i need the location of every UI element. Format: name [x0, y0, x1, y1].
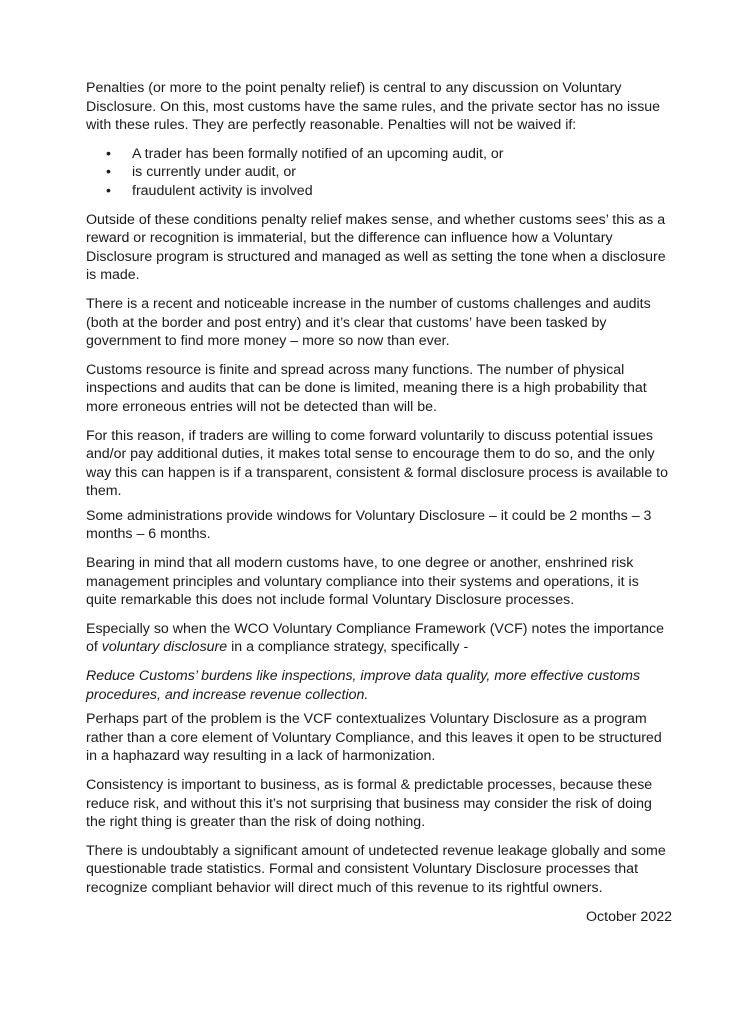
paragraph-wco-vcf-text-end: in a compliance strategy, specifically - — [227, 639, 469, 656]
list-item-text: is currently under audit, or — [132, 164, 297, 181]
list-item-text: fraudulent activity is involved — [132, 182, 313, 199]
bullet-icon: • — [106, 164, 111, 181]
list-item-text: A trader has been formally notified of an upcoming audit, or — [132, 145, 504, 162]
paragraph-customs-resource: Customs resource is finite and spread across many functions. The number of physical inspections and audits that can be done is limited, meaning there is a high probability that more erroneous entries will not be detected than will be. — [86, 361, 647, 415]
paragraph-penalties: Penalties (or more to the point penalty relief) is central to any discussion on Voluntary Disclosure. On this, most customs have the same rules, and the private sector has no issue with these rules. They are perfectly reasonable. Penalties will not be waived if: — [86, 80, 661, 134]
paragraph-revenue-leakage: There is undoubtably a significant amount of undetected revenue leakage globally and some questionable trade statistics. Formal and consistent Voluntary Disclosure processes that recognize compliant behavior will direct much of this revenue to its rightful owners. — [86, 842, 666, 896]
paragraph-recent-increase: There is a recent and noticeable increase in the number of customs challenges and audits (both at the border and post entry) and it’s clear that customs’ have been tasked by government to find more money – more so now than ever. — [86, 295, 651, 350]
paragraph-problem: Perhaps part of the problem is the VCF contextualizes Voluntary Disclosure as a program rather than a core element of Voluntary Compliance, and this leaves it open to be structured in a haphazard way resulting in a lack of harmonization. — [86, 711, 662, 765]
bullet-icon: • — [106, 145, 111, 162]
list-item — [86, 145, 672, 164]
paragraph-outside-conditions: Outside of these conditions penalty relief makes sense, and whether customs sees’ this as a reward or recognition is immaterial, but the difference can influence how a Voluntary Disclosure program is structured and managed as well as setting the tone when a disclosure is made. — [86, 211, 666, 284]
paragraph-windows: Some administrations provide windows for Voluntary Disclosure – it could be 2 months – 3 months – 6 months. — [86, 507, 652, 543]
document-date: October 2022 — [586, 908, 672, 925]
emphasis-voluntary-disclosure: voluntary disclosure — [101, 639, 228, 656]
list-item — [86, 182, 672, 201]
paragraph-wco-vcf — [86, 620, 672, 657]
bullet-icon: • — [106, 182, 111, 199]
paragraph-bearing-in-mind: Bearing in mind that all modern customs have, to one degree or another, enshrined risk management principles and voluntary compliance into their systems and operations, it is quite remarkable this does not include formal Voluntary Disclosure processes. — [86, 555, 639, 609]
penalty-conditions-list — [86, 145, 672, 201]
list-item — [86, 163, 672, 182]
paragraph-consistency: Consistency is important to business, as is formal & predictable processes, because these reduce risk, and without this it’s not surprising that business may consider the risk of doing the right thing is greater than the risk of doing nothing. — [86, 777, 653, 831]
quote-vcf: Reduce Customs’ burdens like inspections, improve data quality, more effective customs procedures, and increase revenue collection. — [86, 668, 641, 703]
paragraph-for-this-reason: For this reason, if traders are willing to come forward voluntarily to discuss potential issues and/or pay additional duties, it makes total sense to encourage them to do so, and the only way this can happen is if a transparent, consistent & formal disclosure process is available to them. — [86, 427, 668, 500]
document-page — [86, 79, 672, 926]
paragraph-wco-vcf-text: Especially so when the WCO Voluntary Compliance Framework (VCF) notes the importance of — [86, 620, 664, 656]
